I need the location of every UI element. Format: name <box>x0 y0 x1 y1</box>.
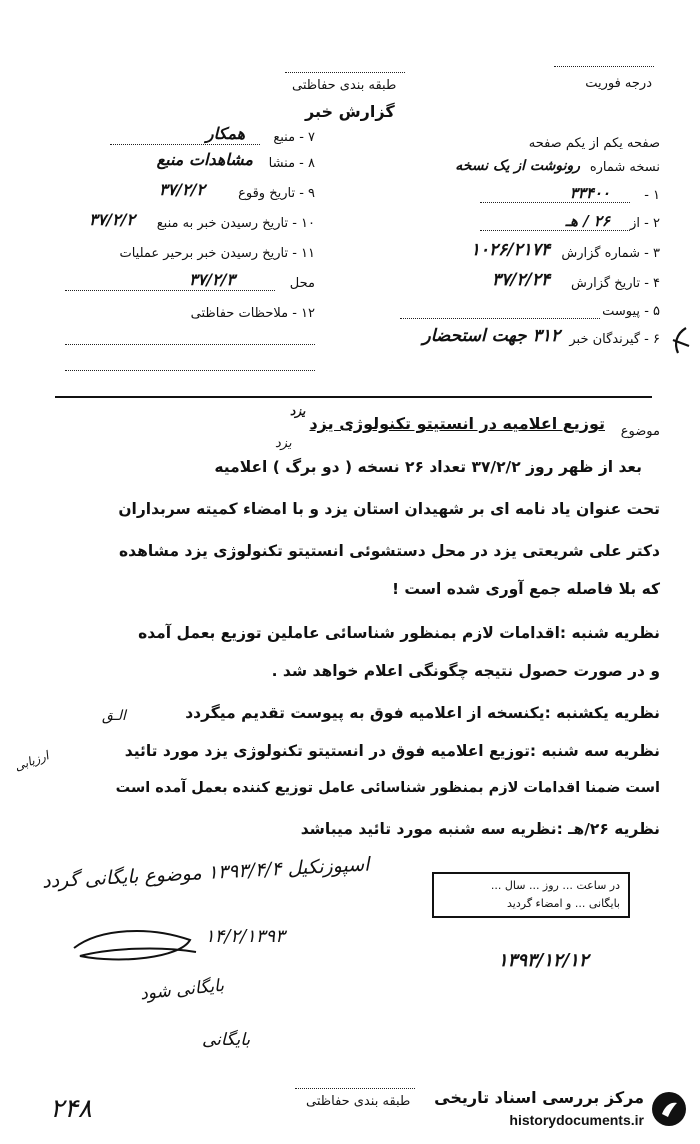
field-4-value: ۳۷/۲/۲۴ <box>491 270 550 290</box>
priority-label: درجه فوریت <box>585 76 652 91</box>
archive-stamp <box>432 872 630 918</box>
footer-classification-label: طبقه بندی حفاظتی <box>306 1094 411 1109</box>
body-line: که بلا فاصله جمع آوری شده است ! <box>391 580 660 598</box>
watermark-logo <box>410 1086 692 1138</box>
subject-note-below: یزد <box>275 436 292 451</box>
stamp-line-2: بایگانی ... و امضاء گردید <box>507 897 620 910</box>
field-8-label: ۸ - منشا <box>268 156 315 171</box>
field-5-label: ۵ - پیوست <box>602 304 660 319</box>
footer-classification-line <box>295 1088 415 1089</box>
field-12-label: ۱۲ - ملاحظات حفاظتی <box>190 306 315 321</box>
field-12-line-2 <box>65 370 315 371</box>
field-4-label: ۴ - تاریخ گزارش <box>570 276 660 291</box>
handwritten-note-4: بایگانی <box>202 1030 251 1050</box>
field-1-line <box>480 202 630 203</box>
body-line: نظریه سه شنبه :توزیع اعلامیه فوق در انستیتو تکنولوژی یزد مورد تائید <box>124 742 660 760</box>
signature-scribble <box>70 918 200 974</box>
body-line: دکتر علی شریعتی یزد در محل دستشوئی انستیتو تکنولوژی یزد مشاهده <box>119 542 660 560</box>
subject-text: توزیع اعلامیه در انستیتو تکنولوژی یزد <box>309 414 605 433</box>
body-line: نظریه شنبه :اقدامات لازم بمنظور شناسائی عاملین توزیع بعمل آمده <box>138 624 660 642</box>
header-divider <box>55 396 652 398</box>
field-10-value: ۳۷/۲/۲ <box>88 210 135 229</box>
field-9-value: ۳۷/۲/۲ <box>158 180 205 199</box>
checkmark-icon <box>670 326 692 363</box>
center-website: historydocuments.ir <box>509 1112 644 1128</box>
body-line: تحت عنوان یاد نامه ای بر شهیدان استان یزد و با امضاء کمیته سربداران <box>118 500 660 518</box>
field-3-value: ۱۰۲۶/۲۱۷۴ <box>470 240 550 260</box>
field-1-label: ۱ - <box>644 188 660 203</box>
field-5-line <box>400 318 600 319</box>
body-line: نظریه ۲۶/هـ :نظریه سه شنبه مورد تائید میباشد <box>300 820 660 838</box>
body-line: است ضمنا اقدامات لازم بمنظور شناسائی عامل توزیع کننده بعمل آمده است <box>115 780 660 796</box>
field-12-line-1 <box>65 344 315 345</box>
stamp-line-1: در ساعت ... روز ... سال ... <box>490 879 620 892</box>
handwritten-date-right: ۱۳۹۳/۱۲/۱۲ <box>498 950 589 971</box>
field-8-value: مشاهدات منبع <box>156 150 253 169</box>
field-location-value: ۳۷/۲/۳ <box>188 270 235 289</box>
field-7-label: ۷ - منبع <box>273 130 315 145</box>
body-line: بعد از ظهر روز ۳۷/۲/۲ تعداد ۲۶ نسخه ( دو برگ ) اعلامیه <box>214 458 642 476</box>
field-10-label: ۱۰ - تاریخ رسیدن خبر به منبع <box>156 216 315 231</box>
field-1-value: ۳۳۴۰۰ <box>569 184 610 202</box>
handwritten-note-1: اسپوزنکیل ۱۳۹۳/۴/۴ موضوع بایگانی گردد <box>41 853 370 893</box>
classification-label: طبقه بندی حفاظتی <box>292 78 397 93</box>
field-7-line <box>110 144 260 145</box>
field-9-label: ۹ - تاریخ وقوع <box>238 186 315 201</box>
margin-note-lower: ارزیابی <box>12 748 51 774</box>
field-2-label: ۲ - از <box>630 216 660 231</box>
priority-underline <box>554 66 654 67</box>
field-2-value: ۲۶ / هـ <box>565 212 610 230</box>
margin-note-upper: الـق <box>102 708 126 724</box>
field-3-label: ۳ - شماره گزارش <box>561 246 660 261</box>
archive-logo-icon <box>652 1092 686 1126</box>
classification-underline <box>285 72 405 73</box>
handwritten-note-3: بایگانی شود <box>139 975 225 1005</box>
center-name: مرکز بررسی اسناد تاریخی <box>434 1088 644 1107</box>
field-7-value: همکار <box>205 124 245 143</box>
field-6-value: ۳۱۲ جهت استحضار <box>422 326 560 346</box>
handwritten-note-2: ۱۴/۲/۱۳۹۳ <box>205 926 285 947</box>
subject-note-above: یزد <box>290 404 306 418</box>
page-number: ۲۴۸ <box>50 1094 92 1124</box>
body-line: و در صورت حصول نتیجه چگونگی اعلام خواهد شد . <box>271 662 660 680</box>
body-line: نظریه یکشنبه :یکنسخه از اعلامیه فوق به پیوست تقدیم میگردد <box>185 704 660 722</box>
field-copy-value: رونوشت از یک نسخه <box>455 158 580 174</box>
field-page-label: صفحه یکم از یکم صفحه <box>528 136 660 151</box>
field-location-label: محل <box>289 276 315 291</box>
field-11-label: ۱۱ - تاریخ رسیدن خبر برحیر عملیات <box>119 246 315 261</box>
field-copy-label: نسخه شماره <box>589 160 660 175</box>
field-location-line <box>65 290 275 291</box>
field-6-label: ۶ - گیرندگان خبر <box>569 332 660 347</box>
report-title: گزارش خبر <box>305 102 395 121</box>
subject-label: موضوع <box>620 424 660 439</box>
field-2-line <box>480 230 630 231</box>
